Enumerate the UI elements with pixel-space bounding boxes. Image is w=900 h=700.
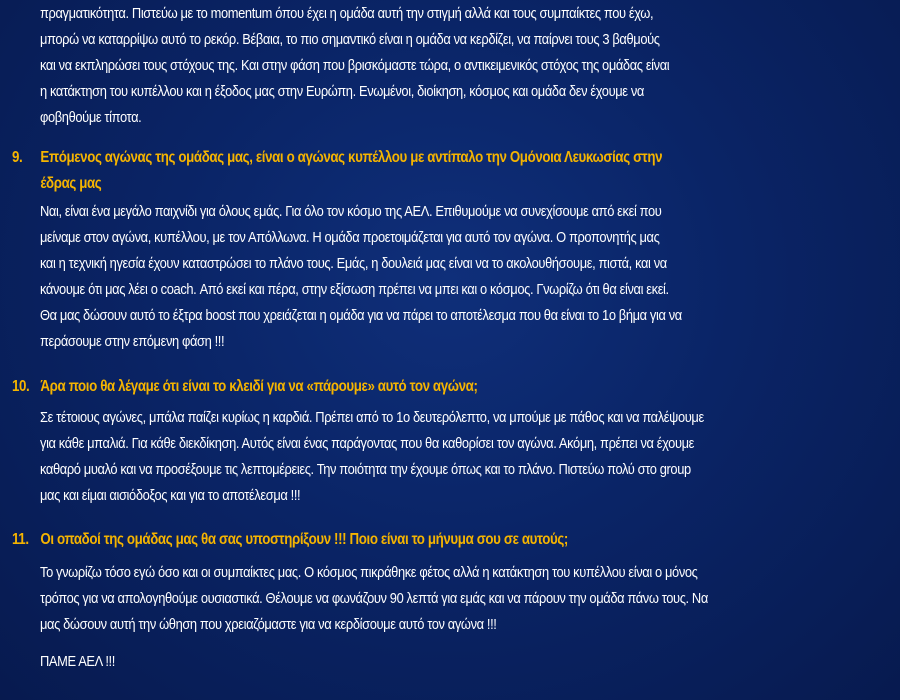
answer-line: μπορώ να καταρρίψω αυτό το ρεκόρ. Βέβαια, το πιο σημαντικό είναι η ομάδα να κερδίζει, να παίρνει τους 3 βαθμούς — [40, 31, 660, 48]
closing-text: ΠΑΜΕ ΑΕΛ !!! — [40, 653, 115, 670]
answer-line: μείναμε στον αγώνα, κυπέλλου, με τον Απόλλωνα. Η ομάδα προετοιμάζεται για αυτό τον αγώνα. Ο προπονητής μας — [40, 229, 660, 246]
answer-line: μας και είμαι αισιόδοξος και για το αποτέλεσμα !!! — [40, 487, 301, 504]
question-9 — [12, 145, 889, 197]
closing-line — [40, 649, 890, 675]
answer-8-continuation — [40, 1, 890, 131]
question-text: Άρα ποιο θα λέγαμε ότι είναι το κλειδί για να «πάρουμε» αυτό τον αγώνα; — [40, 378, 478, 395]
question-text: Επόμενος αγώνας της ομάδας μας, είναι ο αγώνας κυπέλλου με αντίπαλο την Ομόνοια Λευκωσίας στην — [40, 149, 663, 166]
question-10 — [12, 374, 889, 400]
answer-line: Ναι, είναι ένα μεγάλο παιχνίδι για όλους εμάς. Για όλο τον κόσμο της ΑΕΛ. Επιθυμούμε να συνεχίσουμε από εκεί που — [40, 203, 662, 220]
question-11 — [12, 527, 889, 553]
answer-line: περάσουμε στην επόμενη φάση !!! — [40, 333, 225, 350]
question-number: 9. — [12, 149, 23, 166]
answer-line: Το γνωρίζω τόσο εγώ όσο και οι συμπαίκτες μας. Ο κόσμος πικράθηκε φέτος αλλά η κατάκτηση του κυπέλλου είναι ο μόνος — [40, 564, 698, 581]
answer-line: μας δώσουν αυτή την ώθηση που χρειαζόμαστε για να κερδίσουμε αυτό τον αγώνα !!! — [40, 616, 497, 633]
answer-line: και να εκπληρώσει τους στόχους της. Και στην φάση που βρισκόμαστε τώρα, ο αντικειμενικός στόχος της ομάδας είναι — [40, 57, 670, 74]
answer-10 — [40, 405, 890, 509]
answer-line: κάνουμε ότι μας λέει ο coach. Από εκεί και πέρα, στην εξίσωση πρέπει να μπει και ο κόσμος. Γνωρίζω ότι θα είναι εκεί. — [40, 281, 669, 298]
answer-line: η κατάκτηση του κυπέλλου και η έξοδος μας στην Ευρώπη. Ενωμένοι, διοίκηση, κόσμος και ομάδα δεν έχουμε να — [40, 83, 645, 100]
answer-9 — [40, 199, 890, 355]
answer-11 — [40, 560, 890, 638]
question-text: έδρας μας — [40, 175, 102, 192]
answer-line: Σε τέτοιους αγώνες, μπάλα παίζει κυρίως η καρδιά. Πρέπει από το 1ο δευτερόλεπτο, να μπούμε με πάθος και να παλέψουμε — [40, 409, 704, 426]
question-number: 11. — [12, 531, 29, 548]
answer-line: για κάθε μπαλιά. Για κάθε διεκδίκηση. Αυτός είναι ένας παράγοντας που θα καθορίσει τον αγώνα. Ακόμη, πρέπει να έχουμε — [40, 435, 695, 452]
question-text: Οι οπαδοί της ομάδας μας θα σας υποστηρίξουν !!! Ποιο είναι το μήνυμα σου σε αυτούς; — [40, 531, 568, 548]
answer-line: καθαρό μυαλό και να προσέξουμε τις λεπτομέρειες. Την ποιότητα την έχουμε όπως και το πλάνο. Πιστεύω πολύ στο group — [40, 461, 691, 478]
answer-line: φοβηθούμε τίποτα. — [40, 109, 142, 126]
answer-line: πραγματικότητα. Πιστεύω με το momentum όπου έχει η ομάδα αυτή την στιγμή αλλά και τους συμπαίκτες που έχω, — [40, 5, 654, 22]
answer-line: τρόπος για να απολογηθούμε ουσιαστικά. Θέλουμε να φωνάζουν 90 λεπτά για εμάς και να πάρουν την ομάδα πάνω τους. Να — [40, 590, 708, 607]
question-number: 10. — [12, 378, 30, 395]
answer-line: και η τεχνική ηγεσία έχουν καταστρώσει το πλάνο τους. Εμάς, η δουλειά μας είναι να το ακολουθήσουμε, πιστά, και να — [40, 255, 667, 272]
answer-line: Θα μας δώσουν αυτό το έξτρα boost που χρειάζεται η ομάδα για να πάρει το αποτέλεσμα που θα είναι το 1ο βήμα για να — [40, 307, 682, 324]
